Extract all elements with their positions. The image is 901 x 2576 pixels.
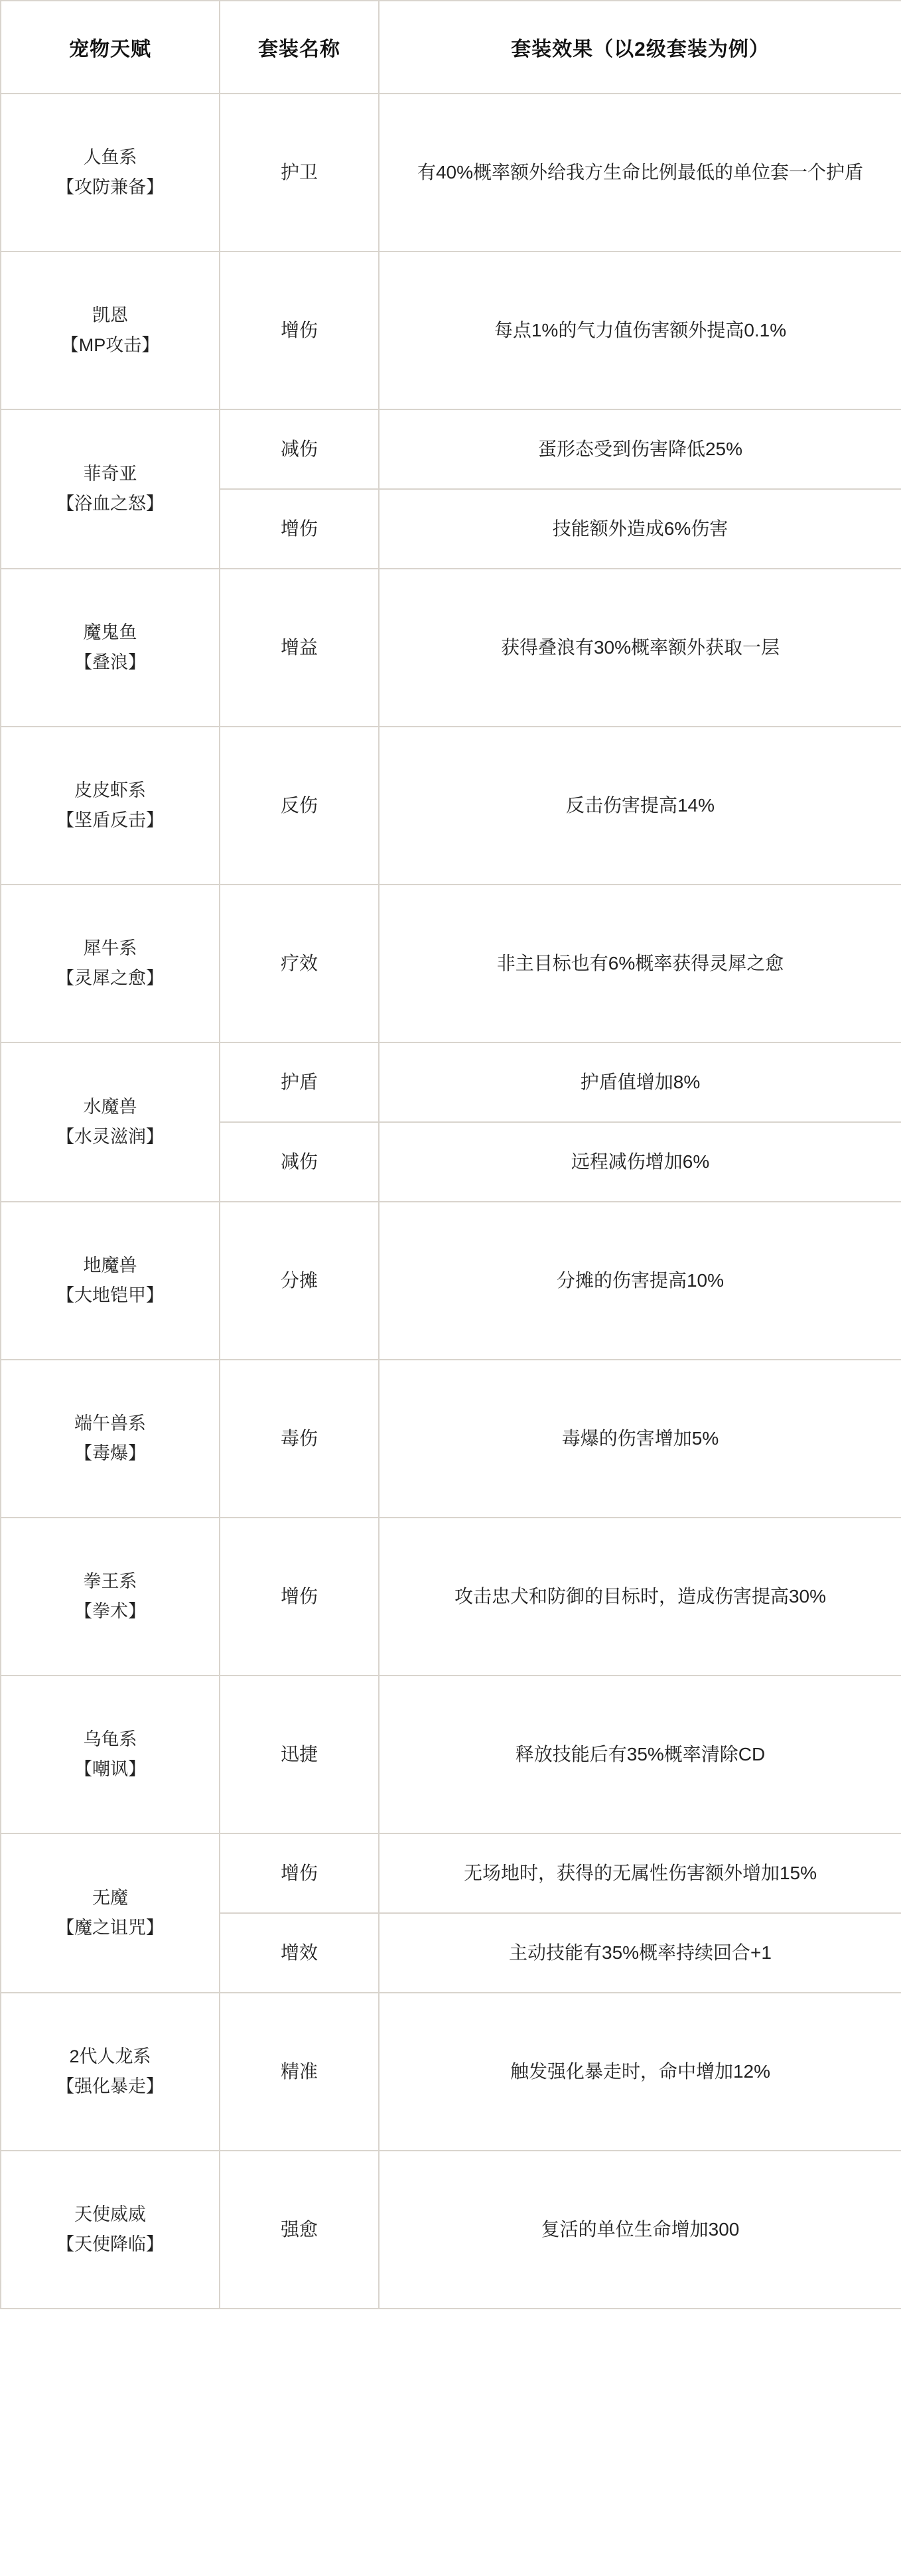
talent-name: 拳王系 <box>83 1571 137 1592</box>
cell-set-name: 毒伤 <box>220 1360 379 1518</box>
cell-talent <box>1 1993 220 2151</box>
talent-name: 水魔兽 <box>83 1097 137 1117</box>
table-header-row <box>1 1 901 94</box>
talent-name: 皮皮虾系 <box>74 780 146 801</box>
cell-set-name: 护盾 <box>220 1042 379 1122</box>
cell-set-effect: 技能额外造成6%伤害 <box>379 489 901 569</box>
cell-talent <box>1 1833 220 1993</box>
cell-set-effect: 获得叠浪有30%概率额外获取一层 <box>379 569 901 727</box>
talent-alias: 【MP攻击】 <box>60 335 160 355</box>
cell-talent <box>1 1360 220 1518</box>
talent-alias: 【天使降临】 <box>56 2234 164 2254</box>
cell-talent <box>1 409 220 569</box>
table-row <box>1 885 901 1042</box>
cell-talent <box>1 727 220 885</box>
cell-talent <box>1 94 220 251</box>
cell-set-effect: 蛋形态受到伤害降低25% <box>379 409 901 489</box>
talent-name: 犀牛系 <box>83 938 137 959</box>
talent-name: 地魔兽 <box>83 1255 137 1276</box>
talent-alias: 【叠浪】 <box>74 652 146 672</box>
cell-set-name: 增伤 <box>220 1518 379 1676</box>
cell-set-name: 迅捷 <box>220 1676 379 1833</box>
cell-set-name: 增效 <box>220 1913 379 1993</box>
talent-name: 乌龟系 <box>83 1729 137 1750</box>
cell-set-name: 减伤 <box>220 1122 379 1202</box>
talent-name: 天使威威 <box>74 2204 146 2225</box>
table-header <box>1 1 901 94</box>
cell-talent <box>1 885 220 1042</box>
talent-alias: 【浴血之怒】 <box>56 494 164 514</box>
talent-alias: 【毒爆】 <box>74 1443 146 1463</box>
cell-set-name: 疗效 <box>220 885 379 1042</box>
table-row <box>1 1360 901 1518</box>
cell-talent <box>1 251 220 409</box>
cell-set-effect: 反击伤害提高14% <box>379 727 901 885</box>
cell-set-effect: 有40%概率额外给我方生命比例最低的单位套一个护盾 <box>379 94 901 251</box>
table-body <box>1 94 901 2309</box>
talent-alias: 【大地铠甲】 <box>56 1285 164 1305</box>
cell-set-name: 反伤 <box>220 727 379 885</box>
talent-name: 2代人龙系 <box>69 2046 151 2067</box>
table-row <box>1 2151 901 2309</box>
cell-set-effect: 主动技能有35%概率持续回合+1 <box>379 1913 901 1993</box>
table-row <box>1 251 901 409</box>
cell-set-name: 精准 <box>220 1993 379 2151</box>
cell-set-effect: 每点1%的气力值伤害额外提高0.1% <box>379 251 901 409</box>
table-row <box>1 569 901 727</box>
talent-alias: 【强化暴走】 <box>56 2076 164 2096</box>
talent-alias: 【水灵滋润】 <box>56 1127 164 1147</box>
table-row <box>1 1518 901 1676</box>
talent-alias: 【嘲讽】 <box>74 1759 146 1779</box>
cell-set-name: 减伤 <box>220 409 379 489</box>
cell-talent <box>1 1518 220 1676</box>
talent-alias: 【灵犀之愈】 <box>56 968 164 988</box>
cell-set-effect: 远程减伤增加6% <box>379 1122 901 1202</box>
cell-set-name: 分摊 <box>220 1202 379 1360</box>
cell-talent <box>1 1202 220 1360</box>
cell-talent <box>1 569 220 727</box>
table-row <box>1 1202 901 1360</box>
cell-set-effect: 无场地时，获得的无属性伤害额外增加15% <box>379 1833 901 1913</box>
cell-set-effect: 释放技能后有35%概率清除CD <box>379 1676 901 1833</box>
talent-name: 端午兽系 <box>74 1413 146 1434</box>
cell-set-effect: 复活的单位生命增加300 <box>379 2151 901 2309</box>
cell-talent <box>1 1676 220 1833</box>
column-header-talent: 宠物天赋 <box>1 1 220 94</box>
table-row <box>1 409 901 489</box>
cell-set-name: 增益 <box>220 569 379 727</box>
talent-alias: 【拳术】 <box>74 1601 146 1621</box>
cell-set-name: 增伤 <box>220 489 379 569</box>
cell-set-name: 增伤 <box>220 251 379 409</box>
table-row <box>1 1676 901 1833</box>
cell-set-name: 护卫 <box>220 94 379 251</box>
cell-set-effect: 触发强化暴走时，命中增加12% <box>379 1993 901 2151</box>
cell-set-name: 增伤 <box>220 1833 379 1913</box>
table-row <box>1 94 901 251</box>
cell-set-effect: 攻击忠犬和防御的目标时，造成伤害提高30% <box>379 1518 901 1676</box>
cell-set-effect: 毒爆的伤害增加5% <box>379 1360 901 1518</box>
cell-set-effect: 非主目标也有6%概率获得灵犀之愈 <box>379 885 901 1042</box>
cell-set-effect: 护盾值增加8% <box>379 1042 901 1122</box>
cell-set-effect: 分摊的伤害提高10% <box>379 1202 901 1360</box>
table-row <box>1 727 901 885</box>
talent-alias: 【坚盾反击】 <box>56 810 164 830</box>
talent-name: 无魔 <box>92 1888 128 1908</box>
talent-name: 菲奇亚 <box>83 464 137 484</box>
talent-name: 凯恩 <box>92 305 128 326</box>
table-row <box>1 1993 901 2151</box>
talent-alias: 【魔之诅咒】 <box>56 1918 164 1938</box>
table-row <box>1 1833 901 1913</box>
cell-set-name: 强愈 <box>220 2151 379 2309</box>
cell-talent <box>1 2151 220 2309</box>
table-row <box>1 1042 901 1122</box>
cell-talent <box>1 1042 220 1202</box>
talent-name: 魔鬼鱼 <box>83 622 137 643</box>
talent-alias: 【攻防兼备】 <box>56 177 164 197</box>
talent-name: 人鱼系 <box>83 147 137 168</box>
column-header-set-name: 套装名称 <box>220 1 379 94</box>
column-header-set-effect: 套装效果（以2级套装为例） <box>379 1 901 94</box>
